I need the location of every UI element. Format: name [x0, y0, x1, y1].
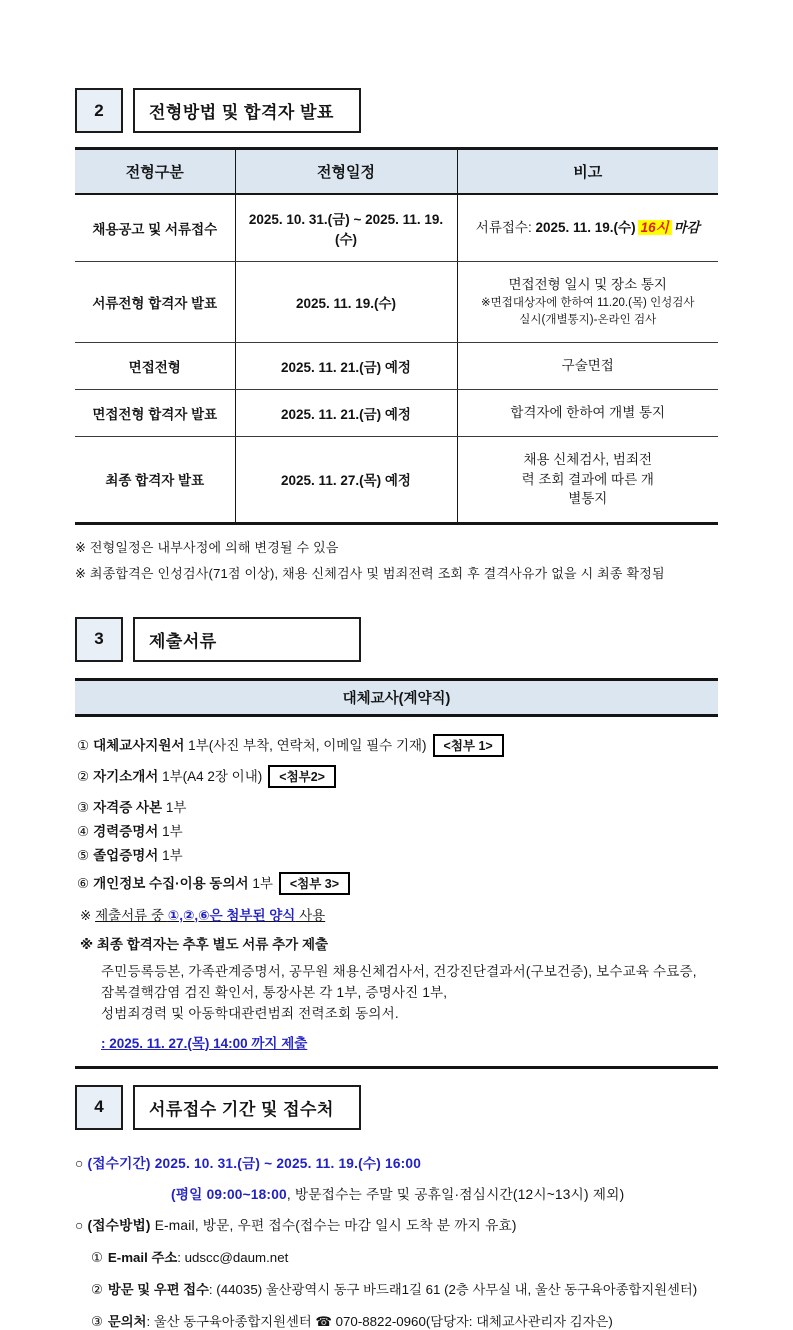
row-category: 면접전형 합격자 발표: [75, 390, 235, 437]
application-info: [75, 1152, 718, 1330]
circle-bullet: ○: [75, 1217, 88, 1233]
list-item: [77, 844, 718, 864]
list-item: [77, 734, 718, 757]
note-label: 서류접수:: [475, 220, 536, 236]
attachment-badge: <첨부 1>: [433, 734, 504, 757]
item-number: ⑥: [77, 875, 90, 891]
weekday-hours: (평일 09:00~18:00: [171, 1186, 287, 1202]
schedule-table: [75, 147, 718, 525]
section-3-title: 제출서류: [133, 617, 361, 662]
table-header-row: [75, 149, 718, 195]
item-number: ④: [77, 823, 90, 839]
reception-period: (접수기간) 2025. 10. 31.(금) ~ 2025. 11. 19.(수) 16:00: [87, 1155, 422, 1171]
list-item: [77, 796, 718, 816]
visit-mail-line: [91, 1279, 718, 1298]
list-item: [77, 872, 718, 895]
note-line-small: ※면접대상자에 한하여 11.20.(목) 인성검사: [480, 296, 695, 309]
document-name: 자격증 사본: [93, 799, 163, 815]
row-category: 최종 합격자 발표: [105, 473, 205, 489]
document-detail: 1부(A4 2장 이내): [158, 768, 263, 784]
section-4-number: 4: [75, 1085, 123, 1130]
method-detail: E-mail, 방문, 우편 접수(접수는 마감 일시 도착 분 까지 유효): [150, 1217, 517, 1233]
additional-documents: [101, 962, 718, 1025]
reception-period-line: [75, 1152, 718, 1172]
row-schedule: 2025. 11. 19.(수): [235, 262, 457, 343]
method-label: (접수방법): [87, 1217, 151, 1233]
final-docs-note: ※ 최종 합격자는 추후 별도 서류 추가 제출: [80, 936, 329, 952]
table-footnotes: [75, 537, 718, 582]
contact-label: 문의처: [107, 1313, 147, 1329]
item-number: ③: [91, 1313, 103, 1329]
col-header-category: 전형구분: [75, 149, 235, 195]
table-row: [75, 194, 718, 262]
footnote: ※ 최종합격은 인성검사(71점 이상), 채용 신체검사 및 범죄전력 조회 후 결격사유가 없을 시 최종 확정됨: [75, 565, 665, 581]
note-text-blue: ①,②,⑥은 첨부된 양식: [167, 907, 296, 923]
note-date: 2025. 11. 19.(수): [535, 220, 636, 236]
item-number: ①: [77, 737, 90, 753]
row-schedule: 2025. 11. 21.(금) 예정: [235, 343, 457, 390]
item-number: ①: [91, 1249, 103, 1265]
table-row: [75, 390, 718, 437]
document-name: 자기소개서: [93, 768, 159, 784]
list-item: [77, 820, 718, 840]
section-4-title: 서류접수 기간 및 접수처: [133, 1085, 361, 1130]
document-name: 경력증명서: [93, 823, 159, 839]
row-category: 서류전형 합격자 발표: [75, 262, 235, 343]
item-number: ⑤: [77, 847, 90, 863]
row-schedule: 2025. 10. 31.(금) ~ 2025. 11. 19.(수): [235, 194, 457, 262]
row-note: [457, 262, 718, 343]
note-line-small: 실시(개별통지)-온라인 검사: [519, 313, 657, 326]
detail-line: 잠복결핵감염 검진 확인서, 통장사본 각 1부, 증명사진 1부,: [101, 984, 448, 1000]
job-category-band: 대체교사(계약직): [75, 678, 718, 717]
deadline-time-highlight: 16시: [638, 220, 672, 235]
item-number: ②: [91, 1281, 103, 1297]
reception-method-line: [75, 1214, 718, 1234]
asterisk-mark: ※: [80, 907, 96, 923]
col-header-schedule: 전형일정: [235, 149, 457, 195]
footnote: ※ 전형일정은 내부사정에 의해 변경될 수 있음: [75, 539, 339, 555]
note-text: 제출서류 중: [95, 907, 168, 923]
detail-line: 성범죄경력 및 아동학대관련범죄 전력조회 동의서.: [101, 1005, 399, 1021]
row-note: [457, 194, 718, 262]
row-category: 면접전형: [75, 343, 235, 390]
email-label: E-mail 주소: [107, 1249, 178, 1265]
hours-exception: , 방문접수는 주말 및 공휴일·점심시간(12시~13시) 제외): [286, 1186, 625, 1202]
reception-hours-line: [171, 1183, 718, 1203]
forms-note: [80, 904, 718, 924]
item-number: ②: [77, 768, 90, 784]
row-category: 채용공고 및 서류접수: [75, 194, 235, 262]
section-2-number: 2: [75, 88, 123, 133]
submission-documents: [75, 717, 718, 1069]
document-detail: 1부: [162, 799, 187, 815]
table-row: [75, 343, 718, 390]
email-address-line: [91, 1247, 718, 1266]
document-detail: 1부: [158, 823, 183, 839]
document-name: 대체교사지원서: [93, 737, 185, 753]
document-detail: 1부(사진 부착, 연락처, 이메일 필수 기재): [184, 737, 427, 753]
table-row: [75, 437, 718, 524]
contact-line: [91, 1311, 718, 1330]
email-value: : udscc@daum.net: [177, 1249, 289, 1265]
col-header-note: 비고: [457, 149, 718, 195]
contact-value: : 울산 동구육아종합지원센터 ☎ 070-8822-0960(담당자: 대체교사관리자 김자은): [146, 1313, 613, 1329]
section-2-header: [75, 88, 718, 133]
submission-deadline: : 2025. 11. 27.(목) 14:00 까지 제출: [101, 1035, 308, 1051]
deadline-word: 마감: [673, 220, 700, 236]
detail-line: 주민등록등본, 가족관계증명서, 공무원 채용신체검사서, 건강진단결과서(구보건증), 보수교육 수료증,: [101, 963, 697, 979]
item-number: ③: [77, 799, 90, 815]
document-detail: 1부: [158, 847, 183, 863]
section-3-header: [75, 617, 718, 662]
address-value: : (44035) 울산광역시 동구 바드래1길 61 (2층 사무실 내, 울산 동구육아종합지원센터): [208, 1281, 698, 1297]
section-3-number: 3: [75, 617, 123, 662]
table-row: [75, 262, 718, 343]
row-note: 채용 신체검사, 범죄전력 조회 결과에 따른 개별통지: [457, 437, 718, 524]
address-label: 방문 및 우편 접수: [107, 1281, 209, 1297]
document-detail: 1부: [248, 875, 273, 891]
section-2-title: 전형방법 및 합격자 발표: [133, 88, 361, 133]
note-text: 사용: [295, 907, 326, 923]
row-note: 합격자에 한하여 개별 통지: [457, 390, 718, 437]
row-note: 구술면접: [457, 343, 718, 390]
note-line: 면접전형 일시 및 장소 통지: [508, 277, 667, 292]
attachment-badge: <첨부2>: [268, 765, 336, 788]
document-name: 졸업증명서: [93, 847, 159, 863]
attachment-badge: <첨부 3>: [279, 872, 350, 895]
row-schedule: 2025. 11. 27.(목) 예정: [235, 437, 457, 524]
section-4-header: [75, 1085, 718, 1130]
list-item: [77, 765, 718, 788]
circle-bullet: ○: [75, 1155, 88, 1171]
row-schedule: 2025. 11. 21.(금) 예정: [235, 390, 457, 437]
document-name: 개인정보 수집·이용 동의서: [93, 875, 249, 891]
